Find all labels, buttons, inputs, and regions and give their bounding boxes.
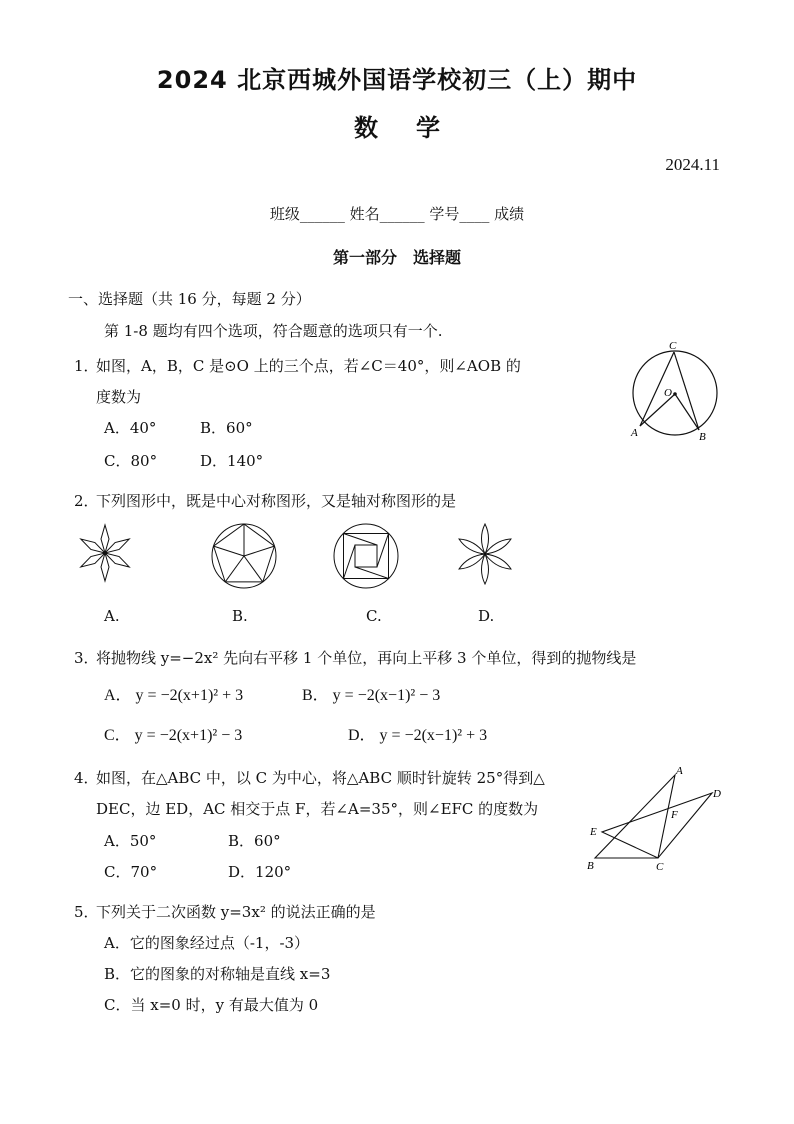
q4-option-d[interactable]: D．120° <box>228 863 292 881</box>
q1-stem-line1: 如图，A，B，C 是⊙O 上的三个点，若∠C＝40°，则∠AOB 的 <box>96 357 521 375</box>
q4-label-d: D <box>713 788 721 800</box>
q5-option-c[interactable]: C．当 x=0 时，y 有最大值为 0 <box>104 996 319 1014</box>
q2-figure-c <box>330 520 402 592</box>
q4-stem-line1: 如图，在△ABC 中，以 C 为中心，将△ABC 顺时针旋转 25°得到△ <box>96 769 545 787</box>
q2-figure-b <box>208 520 280 592</box>
q3-option-a[interactable]: A． y = −2(x+1)² + 3 <box>104 687 244 704</box>
q1-option-b[interactable]: B．60° <box>200 419 253 437</box>
q5-stem-line1: 下列关于二次函数 y=3x² 的说法正确的是 <box>96 903 376 921</box>
q4-label-e: E <box>590 826 597 838</box>
q3-option-d[interactable]: D． y = −2(x−1)² + 3 <box>348 727 488 744</box>
q2-option-b[interactable]: B. <box>232 607 248 625</box>
q3-option-b[interactable]: B． y = −2(x−1)² − 3 <box>302 687 441 704</box>
q2-figure-d <box>450 522 520 586</box>
q4-number: 4． <box>74 769 99 787</box>
q4-label-b: B <box>587 860 594 872</box>
q4-triangle-figure <box>580 762 730 874</box>
q1-label-a: A <box>631 427 638 439</box>
part-heading: 一、选择题（共 16 分，每题 2 分） <box>68 290 311 308</box>
q3-option-c[interactable]: C． y = −2(x+1)² − 3 <box>104 727 243 744</box>
q2-option-d[interactable]: D. <box>478 607 495 625</box>
q4-option-b[interactable]: B．60° <box>228 832 281 850</box>
q2-stem-line1: 下列图形中，既是中心对称图形，又是轴对称图形的是 <box>96 492 457 510</box>
q4-option-c[interactable]: C．70° <box>104 863 158 881</box>
q4-label-a: A <box>676 765 683 777</box>
q2-option-c[interactable]: C. <box>366 607 382 625</box>
subject-title: 数学 <box>354 114 478 142</box>
q5-option-b[interactable]: B．它的图象的对称轴是直线 x=3 <box>104 965 331 983</box>
q4-option-a[interactable]: A．50° <box>104 832 157 850</box>
q1-label-c: C <box>669 340 677 352</box>
q1-label-b: B <box>699 431 706 443</box>
q2-figure-a <box>70 523 140 583</box>
q2-number: 2． <box>74 492 99 510</box>
q1-option-c[interactable]: C．80° <box>104 452 158 470</box>
q4-label-f: F <box>671 809 678 821</box>
exam-date: 2024.11 <box>665 155 720 174</box>
q5-option-a[interactable]: A．它的图象经过点（-1，-3） <box>104 934 310 952</box>
q1-number: 1． <box>74 357 99 375</box>
q4-label-c: C <box>656 861 664 873</box>
q1-stem-line2: 度数为 <box>96 388 142 406</box>
student-info-line: 班级______ 姓名______ 学号____ 成绩 <box>269 205 525 223</box>
q3-number: 3． <box>74 649 99 667</box>
q1-option-d[interactable]: D．140° <box>200 452 264 470</box>
section-title: 第一部分 选择题 <box>332 248 461 267</box>
q1-label-o: O <box>664 387 672 399</box>
q2-option-a[interactable]: A. <box>104 607 120 625</box>
q5-number: 5． <box>74 903 99 921</box>
part-instruction: 第 1-8 题均有四个选项，符合题意的选项只有一个. <box>104 322 443 340</box>
q1-option-a[interactable]: A．40° <box>104 419 157 437</box>
exam-title: 2024 北京西城外国语学校初三（上）期中 <box>156 66 638 94</box>
q4-stem-line2: DEC，边 ED，AC 相交于点 F，若∠A=35°，则∠EFC 的度数为 <box>96 800 539 818</box>
q3-stem-line1: 将抛物线 y=−2x² 先向右平移 1 个单位，再向上平移 3 个单位，得到的抛物线是 <box>96 649 637 667</box>
q1-circle-figure <box>626 336 726 446</box>
